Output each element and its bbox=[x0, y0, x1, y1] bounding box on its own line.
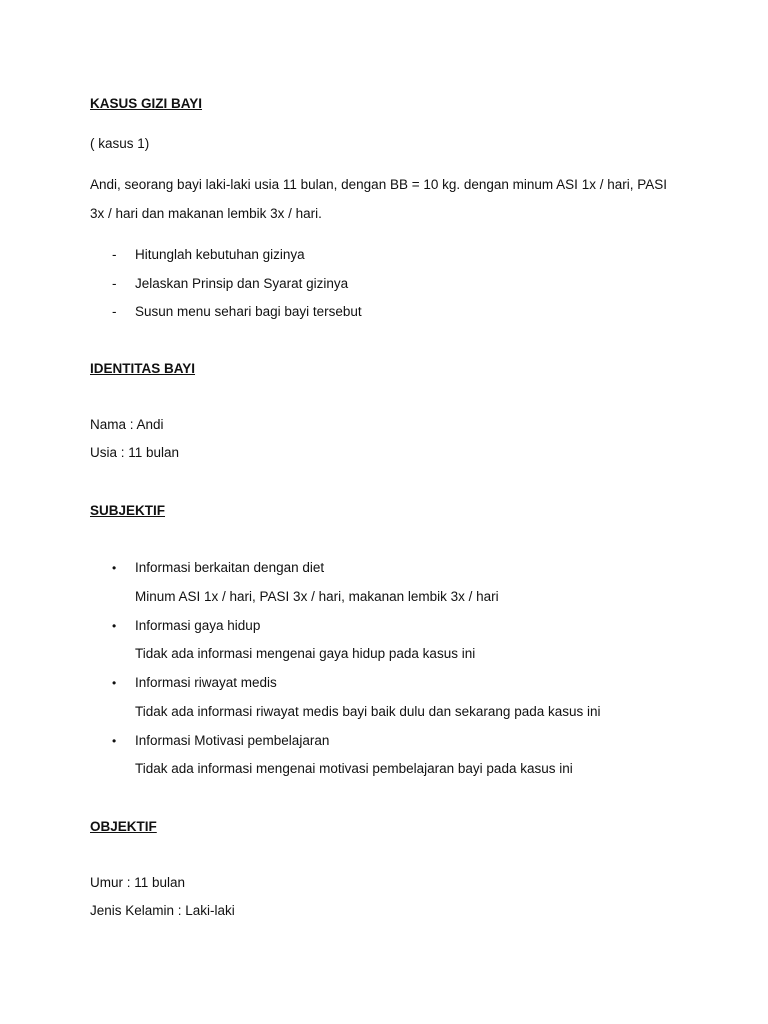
objective-sex: Jenis Kelamin : Laki-laki bbox=[90, 903, 235, 918]
subjective-item-detail: Tidak ada informasi mengenai gaya hidup pada kasus ini bbox=[135, 646, 476, 661]
bullet-icon: • bbox=[112, 561, 117, 575]
task-item: Jelaskan Prinsip dan Syarat gizinya bbox=[135, 276, 349, 291]
identity-name: Nama : Andi bbox=[90, 417, 164, 432]
task-dash: - bbox=[112, 276, 117, 291]
subjective-heading: SUBJEKTIF bbox=[90, 503, 166, 518]
case-number: ( kasus 1) bbox=[90, 136, 150, 151]
objective-heading: OBJEKTIF bbox=[90, 819, 157, 834]
task-item: Susun menu sehari bagi bayi tersebut bbox=[135, 304, 362, 319]
task-item: Hitunglah kebutuhan gizinya bbox=[135, 247, 305, 262]
subjective-item-label: Informasi Motivasi pembelajaran bbox=[135, 733, 330, 748]
objective-age: Umur : 11 bulan bbox=[90, 875, 186, 890]
case-description-line-2: 3x / hari dan makanan lembik 3x / hari. bbox=[90, 206, 322, 221]
bullet-icon: • bbox=[112, 619, 117, 633]
case-title: KASUS GIZI BAYI bbox=[90, 96, 203, 111]
subjective-item-detail: Minum ASI 1x / hari, PASI 3x / hari, makanan lembik 3x / hari bbox=[135, 589, 499, 604]
subjective-item-detail: Tidak ada informasi mengenai motivasi pembelajaran bayi pada kasus ini bbox=[135, 761, 573, 776]
identity-heading: IDENTITAS BAYI bbox=[90, 361, 196, 376]
subjective-item-label: Informasi gaya hidup bbox=[135, 618, 261, 633]
case-description-line-1: Andi, seorang bayi laki-laki usia 11 bulan, dengan BB = 10 kg. dengan minum ASI 1x / hari, PASI bbox=[90, 177, 667, 192]
bullet-icon: • bbox=[112, 734, 117, 748]
subjective-item-label: Informasi riwayat medis bbox=[135, 675, 277, 690]
task-dash: - bbox=[112, 304, 117, 319]
bullet-icon: • bbox=[112, 676, 117, 690]
identity-age: Usia : 11 bulan bbox=[90, 445, 180, 460]
subjective-item-detail: Tidak ada informasi riwayat medis bayi baik dulu dan sekarang pada kasus ini bbox=[135, 704, 601, 719]
subjective-item-label: Informasi berkaitan dengan diet bbox=[135, 560, 325, 575]
task-dash: - bbox=[112, 247, 117, 262]
